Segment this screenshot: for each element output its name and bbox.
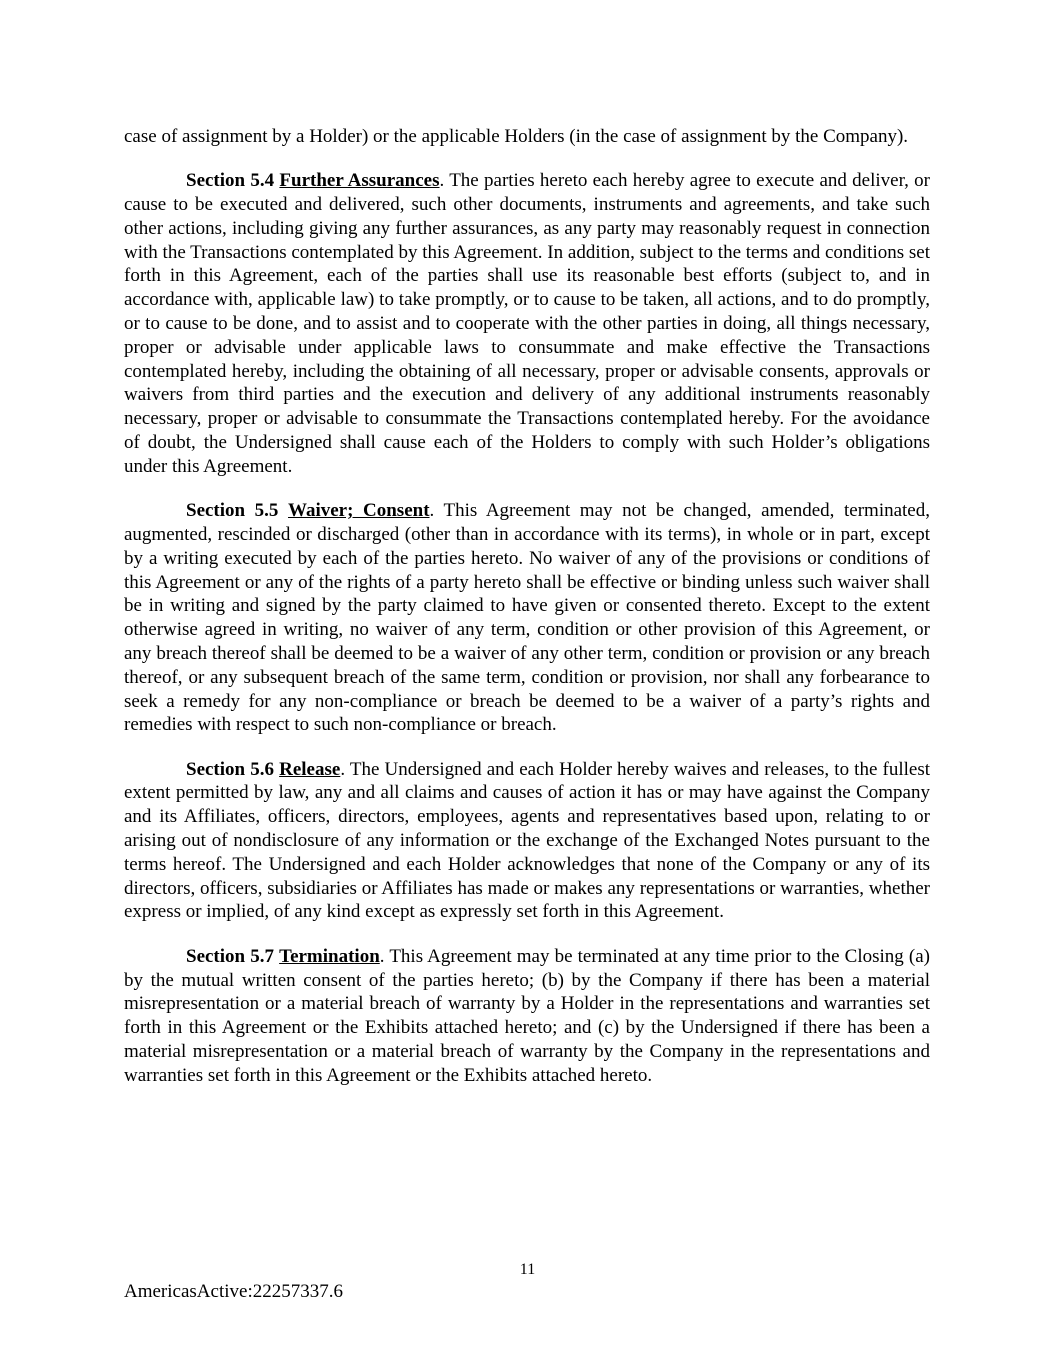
section-number: Section 5.7 [186,945,274,967]
intro-paragraph: case of assignment by a Holder) or the applicable Holders (in the case of assignment by the Company). [124,126,909,147]
section-5-5-paragraph [124,499,930,737]
section-number: Section 5.6 [186,758,274,780]
section-text: . This Agreement may be terminated at any time prior to the Closing (a) by the mutual written consent of the parties hereto; (b) by the Company if there has been a material misrepresentation or a material breach of warranty by a Holder in the representations and warranties set forth in this Agreement or the Exhibits attached hereto; and (c) by the Undersigned if there has been a material misrepresentation or a material breach of warranty by the Company in the representations and warranties set forth in this Agreement or the Exhibits attached hereto. [124,945,931,1086]
document-id: AmericasActive:22257337.6 [124,1281,343,1302]
section-number: Section 5.4 [186,170,275,192]
section-5-4-paragraph [124,169,930,478]
section-text: . The Undersigned and each Holder hereby waives and releases, to the fullest extent permitted by law, any and all claims and causes of action it has or may have against the Company and its Affiliates, officers, directors, employees, agents and representatives based upon, relating to or arising out of nondisclosure of any information or the exchange of the Exchanged Notes pursuant to the terms hereof. The Undersigned and each Holder acknowledges that none of the Company or any of its directors, officers, subsidiaries or Affiliates has made or makes any representations or warranties, whether express or implied, of any kind except as expressly set forth in this Agreement. [124,758,931,923]
section-text: . This Agreement may not be changed, amended, terminated, augmented, rescinded or discharged (other than in accordance with its terms), in whole or in part, except by a writing executed by each of the parties hereto. No waiver of any of the provisions or conditions of this Agreement or any of the rights of a party hereto shall be effective or binding unless such waiver shall be in writing and signed by the party claimed to have given or consented thereto. Except to the extent otherwise agreed in writing, no waiver of any term, condition or other provision of this Agreement, or any breach thereof shall be deemed to be a waiver of any other term, condition or provision or any breach thereof, or any subsequent breach of the same term, condition or provision, nor shall any forbearance to seek a remedy for any non-compliance or breach be deemed to be a waiver of a party’s rights and remedies with respect to such non-compliance or breach. [124,500,930,736]
section-text: . The parties hereto each hereby agree to execute and deliver, or cause to be executed and delivered, such other documents, instruments and agreements, and take such other actions, including giving any further assurances, as any party may reasonably request in connection with the Transactions contemplated by this Agreement. In addition, subject to the terms and conditions set forth in this Agreement, each of the parties shall use its reasonable best efforts (subject to, and in accordance with, applicable law) to take promptly, or to cause to be taken, all actions, and to do promptly, or to cause to be done, and to assist and to cooperate with the other parties in doing, all things necessary, proper or advisable under applicable laws to consummate and make effective the Transactions contemplated hereby, including the obtaining of all necessary, proper or advisable consents, approvals or waivers from third parties and the execution and delivery of any additional instruments reasonably necessary, proper or advisable to consummate the Transactions contemplated hereby. For the avoidance of doubt, the Undersigned shall cause each of the Holders to comply with such Holder’s obligations under this Agreement. [124,170,931,477]
section-title: Further Assurances [279,170,440,192]
section-number: Section 5.5 [186,500,279,522]
document-body [124,125,930,1108]
section-title: Waiver; Consent [288,500,430,522]
page-number: 11 [519,1261,536,1278]
section-5-7-paragraph [124,945,930,1088]
section-title: Termination [279,945,380,967]
section-5-6-paragraph [124,758,930,925]
section-title: Release [279,758,341,780]
